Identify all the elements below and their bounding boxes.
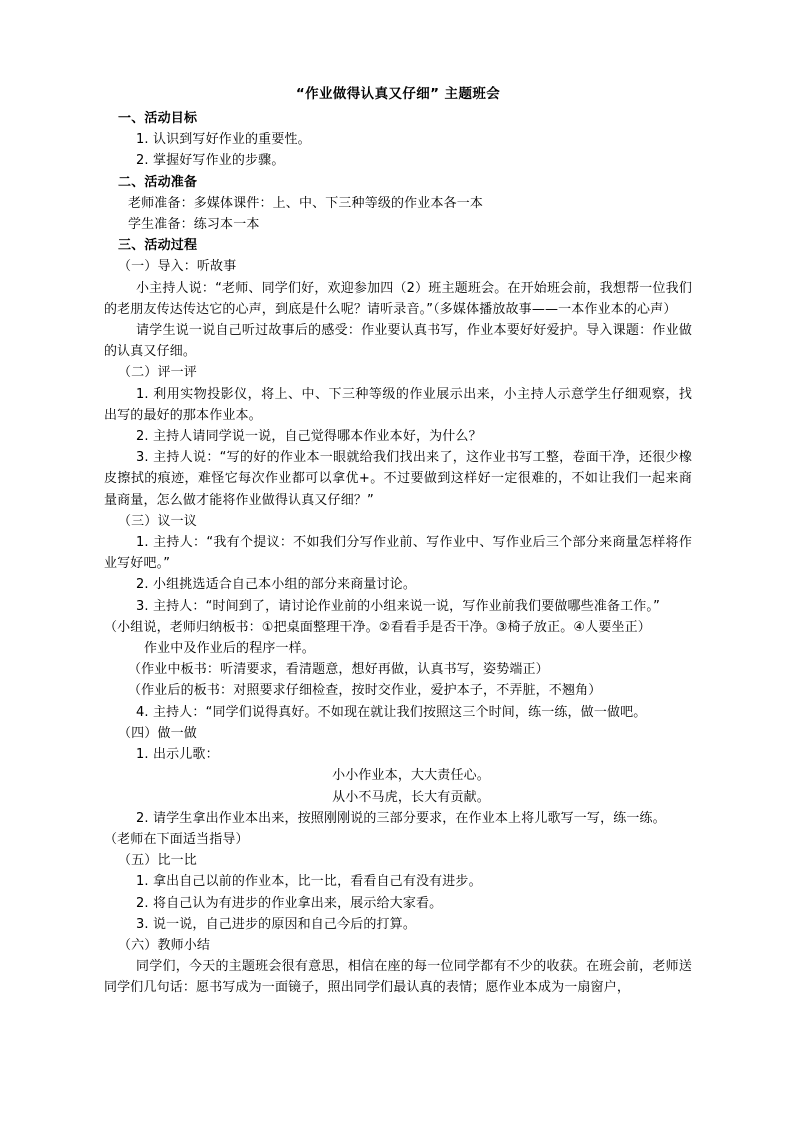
subsection-heading: （五）比一比 (118, 853, 197, 869)
body-paragraph: 3. 说一说，自己进步的原因和自己今后的打算。 (136, 916, 416, 932)
section-heading: 一、活动目标 (118, 111, 198, 126)
body-paragraph: 1. 主持人：“我有个提议：不如我们分写作业前、写作业中、写作业后三个部分来商量怎样将作业写好吧。” (104, 535, 692, 572)
body-paragraph: （作业后的板书：对照要求仔细检查，按时交作业，爱护本子，不弄脏，不翘角） (128, 683, 602, 699)
body-paragraph: （作业中板书：听清要求，看清题意，想好再做，认真书写，姿势端正） (128, 662, 549, 678)
body-paragraph: 小主持人说：“老师、同学们好，欢迎参加四（2）班主题班会。在开始班会前，我想帮一位我们的老朋友传达传达它的心声，到底是什么呢？请听录音。”（多媒体播放故事——一本作业本的心声） (104, 280, 692, 317)
body-paragraph: 1. 拿出自己以前的作业本，比一比，看看自己有没有进步。 (136, 874, 482, 890)
body-paragraph: 3. 主持人：“时间到了，请讨论作业前的小组来说一说，写作业前我们要做哪些准备工作。” (136, 598, 660, 614)
section-heading: 三、活动过程 (118, 238, 198, 254)
body-paragraph: 作业中及作业后的程序一样。 (144, 641, 315, 657)
body-paragraph: 1. 出示儿歌： (136, 747, 219, 763)
body-paragraph: 2. 请学生拿出作业本出来，按照刚刚说的三部分要求，在作业本上将儿歌写一写，练一练。 (136, 810, 666, 826)
page-title: “作业做得认真又仔细” 主题班会 (295, 86, 501, 102)
verse-line: 小小作业本，大大责任心。 (332, 768, 490, 784)
body-paragraph: 请学生说一说自己听过故事后的感受：作业要认真书写，作业本要好好爱护。导入课题：作业做的认真又仔细。 (104, 323, 692, 360)
body-paragraph: （老师在下面适当指导） (104, 831, 249, 847)
body-paragraph: 3. 主持人说：“写的好的作业本一眼就给我们找出来了，这作业书写工整，卷面干净，还很少橡皮擦拭的痕迹，难怪它每次作业都可以拿优+。不过要做到这样好一定很难的，不如让我们一起来商量商量，怎么做才能将作业做得认真又仔细？” (104, 450, 692, 508)
body-paragraph: 1. 认识到写好作业的重要性。 (136, 132, 311, 148)
body-paragraph: 2. 小组挑选适合自己本小组的部分来商量讨论。 (136, 577, 416, 593)
subsection-heading: （三）议一议 (118, 513, 197, 529)
body-paragraph: 4. 主持人：“同学们说得真好。不如现在就让我们按照这三个时间，练一练，做一做吧。 (136, 704, 647, 720)
subsection-heading: （四）做一做 (118, 725, 197, 741)
subsection-heading: （六）教师小结 (118, 937, 211, 953)
body-paragraph: 1. 利用实物投影仪，将上、中、下三种等级的作业展示出来，小主持人示意学生仔细观察，找出写的最好的那本作业本。 (104, 386, 692, 423)
body-paragraph: 老师准备：多媒体课件：上、中、下三种等级的作业本各一本 (128, 195, 484, 211)
document-body (104, 84, 692, 999)
subsection-heading: （一）导入：听故事 (118, 259, 237, 275)
body-paragraph: 2. 将自己认为有进步的作业拿出来，展示给大家看。 (136, 895, 443, 911)
document-blocks (104, 108, 692, 999)
body-paragraph: 学生准备：练习本一本 (128, 217, 260, 233)
subsection-heading: （二）评一评 (118, 365, 197, 381)
body-paragraph: （小组说，老师归纳板书：①把桌面整理干净。②看看手是否干净。③椅子放正。④人要坐正） (104, 619, 651, 635)
body-paragraph: 2. 掌握好写作业的步骤。 (136, 153, 285, 169)
verse-line: 从小不马虎，长大有贡献。 (332, 789, 490, 805)
section-heading: 二、活动准备 (118, 174, 198, 190)
body-paragraph: 同学们，今天的主题班会很有意思，相信在座的每一位同学都有不少的收获。在班会前，老师送同学们几句话：愿书写成为一面镜子，照出同学们最认真的表情；愿作业本成为一扇窗户， (104, 959, 692, 996)
body-paragraph: 2. 主持人请同学说一说，自己觉得哪本作业本好，为什么？ (136, 429, 482, 445)
